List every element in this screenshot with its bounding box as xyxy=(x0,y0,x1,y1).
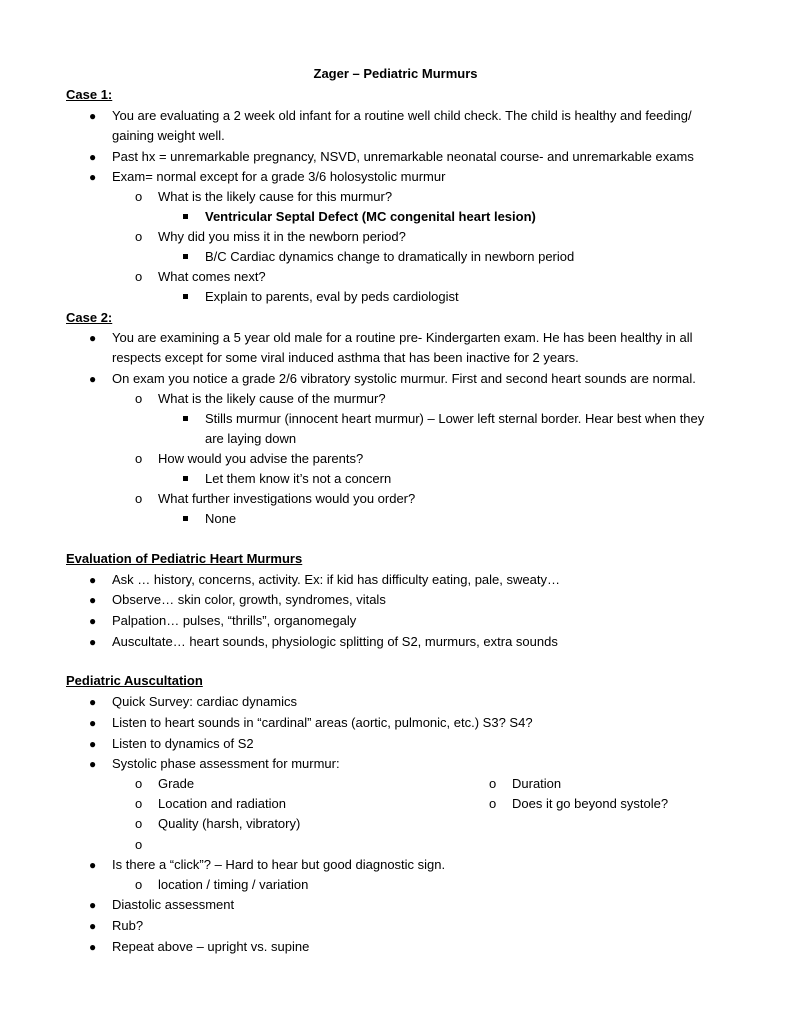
square-bullet-icon xyxy=(183,516,188,521)
auscultation-tail-item: Diastolic assessment xyxy=(112,897,235,912)
circle-bullet-icon: o xyxy=(135,229,143,244)
case-2-question-2: How would you advise the parents? xyxy=(158,451,364,466)
murmur-criterion: Does it go beyond systole? xyxy=(512,796,669,811)
bullet-icon: ● xyxy=(89,858,97,872)
auscultation-tail-item: Rub? xyxy=(112,918,144,933)
evaluation-item: Observe… skin color, growth, syndromes, vitals xyxy=(112,592,386,607)
click-item: Is there a “click”? – Hard to hear but good diagnostic sign. xyxy=(112,857,446,872)
auscultation-item: Quick Survey: cardiac dynamics xyxy=(112,694,297,709)
circle-bullet-icon: o xyxy=(135,189,143,204)
case-2-answer-3: None xyxy=(205,511,237,526)
page-title: Zager – Pediatric Murmurs xyxy=(313,66,478,81)
circle-bullet-icon: o xyxy=(135,269,143,284)
bullet-icon: ● xyxy=(89,331,97,345)
square-bullet-icon xyxy=(183,416,188,421)
circle-bullet-icon: o xyxy=(135,877,143,892)
auscultation-item: Systolic phase assessment for murmur: xyxy=(112,756,340,771)
evaluation-heading: Evaluation of Pediatric Heart Murmurs xyxy=(66,551,303,566)
case-2-answer-1-line-1: Stills murmur (innocent heart murmur) – Lower left sternal border. Hear best when they xyxy=(205,411,705,426)
case-1-answer-1: Ventricular Septal Defect (MC congenital heart lesion) xyxy=(205,209,536,224)
case-2-question-3: What further investigations would you order? xyxy=(158,491,416,506)
circle-bullet-icon: o xyxy=(135,391,143,406)
circle-bullet-icon: o xyxy=(135,837,143,852)
bullet-icon: ● xyxy=(89,573,97,587)
murmur-criterion: Quality (harsh, vibratory) xyxy=(158,816,301,831)
case-1-bullet-1-line-1: You are evaluating a 2 week old infant for a routine well child check. The child is healthy and feeding/ xyxy=(112,108,692,123)
bullet-icon: ● xyxy=(89,737,97,751)
circle-bullet-icon: o xyxy=(135,816,143,831)
bullet-icon: ● xyxy=(89,635,97,649)
bullet-icon: ● xyxy=(89,372,97,386)
case-1-bullet-2: Past hx = unremarkable pregnancy, NSVD, unremarkable neonatal course- and unremarkable exams xyxy=(112,149,694,164)
case-2-answer-2: Let them know it’s not a concern xyxy=(205,471,392,486)
case-2-answer-1-line-2: are laying down xyxy=(205,431,297,446)
case-1-heading: Case 1: xyxy=(66,87,113,102)
murmur-criterion: Duration xyxy=(512,776,562,791)
case-1-answer-3: Explain to parents, eval by peds cardiologist xyxy=(205,289,459,304)
click-sub-item: location / timing / variation xyxy=(158,877,309,892)
case-1-question-2: Why did you miss it in the newborn period? xyxy=(158,229,406,244)
square-bullet-icon xyxy=(183,254,188,259)
circle-bullet-icon: o xyxy=(135,491,143,506)
case-1-question-1: What is the likely cause for this murmur? xyxy=(158,189,393,204)
auscultation-heading: Pediatric Auscultation xyxy=(66,673,203,688)
auscultation-item: Listen to heart sounds in “cardinal” areas (aortic, pulmonic, etc.) S3? S4? xyxy=(112,715,533,730)
auscultation-item: Listen to dynamics of S2 xyxy=(112,736,254,751)
bullet-icon: ● xyxy=(89,150,97,164)
murmur-criterion: Grade xyxy=(158,776,195,791)
case-2-bullet-1-line-2: respects except for some viral induced asthma that has been inactive for 2 years. xyxy=(112,350,579,365)
bullet-icon: ● xyxy=(89,716,97,730)
circle-bullet-icon: o xyxy=(489,776,497,791)
square-bullet-icon xyxy=(183,294,188,299)
evaluation-item: Auscultate… heart sounds, physiologic splitting of S2, murmurs, extra sounds xyxy=(112,634,558,649)
bullet-icon: ● xyxy=(89,614,97,628)
evaluation-item: Palpation… pulses, “thrills”, organomegaly xyxy=(112,613,357,628)
bullet-icon: ● xyxy=(89,757,97,771)
circle-bullet-icon: o xyxy=(135,796,143,811)
auscultation-tail-item: Repeat above – upright vs. supine xyxy=(112,939,310,954)
bullet-icon: ● xyxy=(89,109,97,123)
bullet-icon: ● xyxy=(89,695,97,709)
square-bullet-icon xyxy=(183,476,188,481)
bullet-icon: ● xyxy=(89,940,97,954)
case-1-bullet-1-line-2: gaining weight well. xyxy=(112,128,225,143)
case-1-answer-2: B/C Cardiac dynamics change to dramatically in newborn period xyxy=(205,249,575,264)
case-1-question-3: What comes next? xyxy=(158,269,266,284)
circle-bullet-icon: o xyxy=(489,796,497,811)
bullet-icon: ● xyxy=(89,919,97,933)
case-2-bullet-1-line-1: You are examining a 5 year old male for a routine pre- Kindergarten exam. He has been healthy in all xyxy=(112,330,693,345)
case-2-bullet-2: On exam you notice a grade 2/6 vibratory systolic murmur. First and second heart sounds are normal. xyxy=(112,371,696,386)
circle-bullet-icon: o xyxy=(135,451,143,466)
circle-bullet-icon: o xyxy=(135,776,143,791)
evaluation-item: Ask … history, concerns, activity. Ex: if kid has difficulty eating, pale, sweaty… xyxy=(112,572,560,587)
case-1-bullet-3: Exam= normal except for a grade 3/6 holosystolic murmur xyxy=(112,169,446,184)
square-bullet-icon xyxy=(183,214,188,219)
bullet-icon: ● xyxy=(89,898,97,912)
bullet-icon: ● xyxy=(89,593,97,607)
case-2-heading: Case 2: xyxy=(66,310,113,325)
case-2-question-1: What is the likely cause of the murmur? xyxy=(158,391,386,406)
bullet-icon: ● xyxy=(89,170,97,184)
murmur-criterion: Location and radiation xyxy=(158,796,286,811)
